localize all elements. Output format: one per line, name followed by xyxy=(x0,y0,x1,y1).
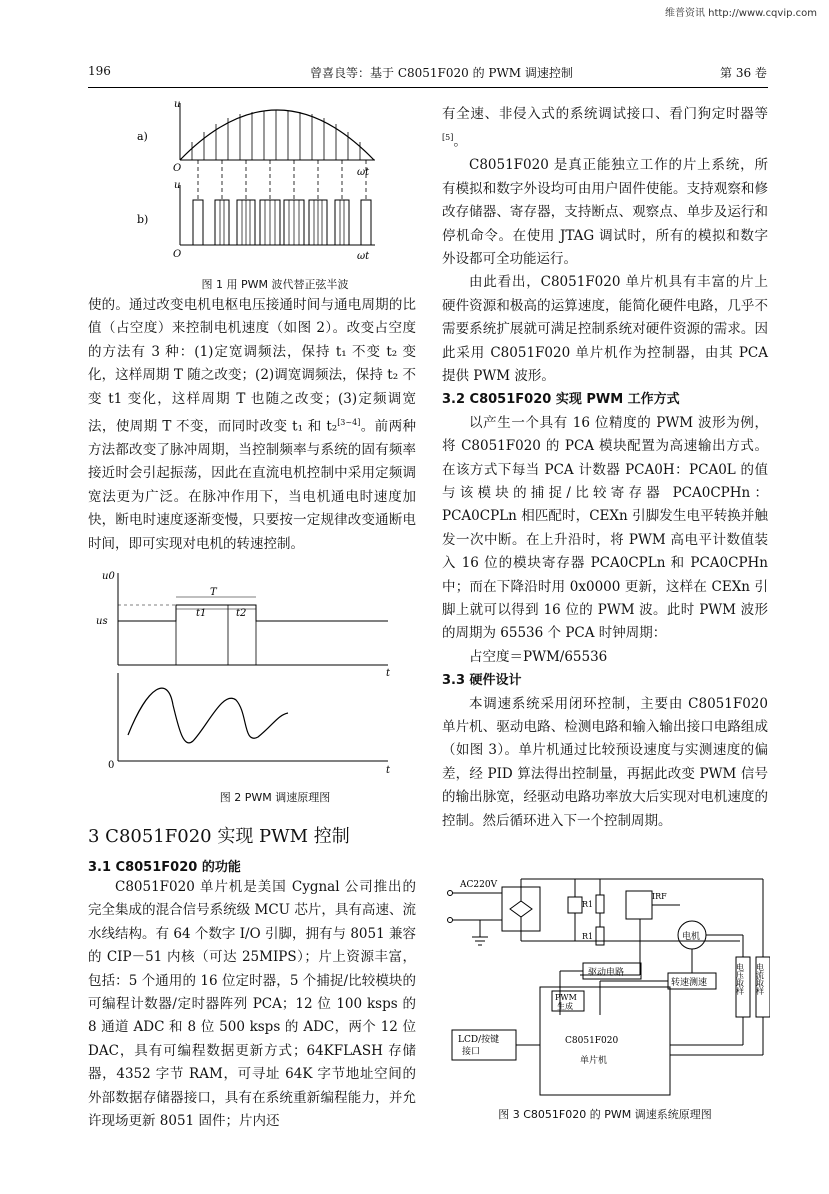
fig3-driver: 驱动电路 xyxy=(588,968,625,978)
site-watermark: 维普资讯 http://www.cqvip.com xyxy=(664,8,817,19)
fig3-lcd2: 接口 xyxy=(462,1047,481,1057)
right-p2-text: 由此看出，C8051F020 单片机具有丰富的片上硬件资源和极高的运算速度，能简化硬件电路，几乎不需要系统扩展就可满足控制系统对硬件资源的需求。因此采用 C8051F020 单片机作为控制器，由其 PCA 提供 PWM 波形。 xyxy=(442,274,768,384)
fig2-zero: 0 xyxy=(108,760,115,771)
fig3-volt: 电压取样 xyxy=(735,963,745,995)
fig3-lcd1: LCD/按键 xyxy=(458,1035,500,1045)
citation-3-4: [3~4] xyxy=(337,418,361,428)
right-p3-text: 以产生一个具有 16 位精度的 PWM 波形为例，将 C8051F020 的 PCA 模块配置为高速输出方式。在该方式下每当 PCA 计数器 PCA0H：PCA0L 的值与该模块的捕捉/比较寄存器 PCA0CPHn：PCA0CPLn 相匹配时，CEXn 引脚发生电平转换并触发一次中断。在上升沿时，将 PWM 高电平计数值装入 16 位的模块寄存器 PCA0CPLn 和 PCA0CPHn 中；而在下降沿时用 0x0000 更新，这样在 CEXn 引脚上就可以得到 16 位的 PWM 波。此时 PWM 波形的周期为 65536 个 PCA 时钟周期： xyxy=(442,414,768,642)
fig3-pwm1: PWM xyxy=(555,993,577,1002)
left-paragraph-1 xyxy=(88,294,416,556)
citation-5: [5] xyxy=(442,133,454,143)
section-3-2-heading: 3.2 C8051F020 实现 PWM 工作方式 xyxy=(442,392,680,408)
figure2-svg xyxy=(88,565,408,785)
fig2-t-upper: t xyxy=(386,668,391,679)
fig2-u0: u0 xyxy=(102,571,115,582)
fig3-ac: AC220V xyxy=(460,880,498,890)
fig1-u-a: u xyxy=(174,99,181,110)
fig2-t-lower: t xyxy=(386,765,391,776)
right-p1-text: C8051F020 是真正能独立工作的片上系统，所有模拟和数字外设均可由用户固件使能。支持观察和修改存储器、寄存器，支持断点、观察点、单步及运行和停机命令。在使用 JTAG 调试时，所有的模拟和数字外设都可全功能运行。 xyxy=(442,157,768,267)
left-p1-text: 使的。通过改变电机电枢电压接通时间与通电周期的比值（占空度）来控制电机速度（如图 2）。改变占空度的方法有 3 种：(1)定宽调频法，保持 t₁ 不变 t₂ 变化，这样周期 T 随之改变；(2)调宽调频法，保持 t₂ 不变 t1 变化，这样周期 T 也随之改变；(3)定频调宽法，使周期 T 不变，而同时改变 t₁ 和 t₂ xyxy=(88,297,416,435)
fig3-motor: 电机 xyxy=(682,932,701,942)
fig2-t2: t2 xyxy=(236,608,247,619)
fig2-us: us xyxy=(96,616,108,627)
fig3-speed: 转速测速 xyxy=(671,978,708,988)
header-rule xyxy=(88,87,768,88)
fig1-label-b: b) xyxy=(137,213,149,226)
fig1-wt-b: ωt xyxy=(357,251,370,262)
right-column xyxy=(442,103,768,833)
fig3-mcu1: C8051F020 xyxy=(565,1036,619,1046)
figure1-caption: 图 1 用 PWM 波代替正弦半波 xyxy=(201,278,349,291)
right-p0-end: 。 xyxy=(453,133,467,150)
figure3-caption: 图 3 C8051F020 的 PWM 调速系统原理图 xyxy=(498,1108,712,1121)
fig3-r1b: R1 xyxy=(582,932,594,941)
left-p2-text: C8051F020 单片机是美国 Cygnal 公司推出的完全集成的混合信号系统级 MCU 芯片，具有高速、流水线结构。有 64 个数字 I/O 引脚，拥有与 8051 兼容的 CIP－51 内核（可达 25MIPS）；片上资源丰富，包括：5 个通用的 16 位定时器，5 个捕捉/比较模块的可编程计数器/定时器阵列 PCA；12 位 100 ksps 的 8 通道 ADC 和 8 位 500 ksps 的 ADC，两个 12 位 DAC，具有可编程数据更新方式；64KFLASH 存储器，4352 字节 RAM，可寻址 64K 字节地址空间的外部数据存储器接口，具有在系统重新编程能力，并允许现场更新 8051 固件；片内还 xyxy=(88,879,416,1130)
right-p0-text: 有全速、非侵入式的系统调试接口、看门狗定时器等 xyxy=(442,106,768,122)
figure3-svg xyxy=(440,875,770,1100)
volume-label: 第 36 卷 xyxy=(720,66,767,80)
fig3-r1a: R1 xyxy=(582,900,594,909)
running-title: 曾喜良等：基于 C8051F020 的 PWM 调速控制 xyxy=(310,66,573,80)
fig1-origin-b: O xyxy=(173,249,182,260)
fig1-wt-a: ωt xyxy=(357,167,370,178)
figure1-svg xyxy=(125,95,425,270)
fig1-origin-a: O xyxy=(173,163,182,174)
left-p1-rest: 。前两种方法都改变了脉冲周期，当控制频率与系统的固有频率接近时会引起振荡，因此在直流电机控制中采用定频调宽法更为广泛。在脉冲作用下，当电机通电时速度加快，断电时速度逐渐变慢，只要按一定规律改变通断电时间，即可实现对电机的转速控制。 xyxy=(88,418,417,552)
section-3-3-heading: 3.3 硬件设计 xyxy=(442,673,522,689)
section-3-1-heading: 3.1 C8051F020 的功能 xyxy=(88,860,241,875)
fig2-t1: t1 xyxy=(196,608,207,619)
fig3-pwm2: 生成 xyxy=(557,1002,573,1011)
fig1-u-b: u xyxy=(174,180,181,191)
fig3-mcu2: 单片机 xyxy=(580,1056,608,1066)
page-number: 196 xyxy=(88,64,111,78)
sine-verticals xyxy=(192,110,360,160)
section-3-heading: 3 C8051F020 实现 PWM 控制 xyxy=(88,826,350,847)
fig2-T: T xyxy=(210,587,217,598)
formula: 占空度＝PWM/65536 xyxy=(469,648,608,665)
left-paragraph-2 xyxy=(88,876,416,1133)
figure2-caption: 图 2 PWM 调速原理图 xyxy=(219,791,331,804)
fig3-irf: IRF xyxy=(652,892,667,901)
fig1-label-a: a) xyxy=(137,130,148,143)
fig3-curr: 电流取样 xyxy=(755,963,765,995)
right-p4-text: 本调速系统采用闭环控制，主要由 C8051F020 单片机、驱动电路、检测电路和输入输出接口电路组成（如图 3）。单片机通过比较预设速度与实测速度的偏差，经 PID 算法得出控制量，再据此改变 PWM 信号的输出脉宽，经驱动电路功率放大后实现对电机速度的控制。然后循环进入下一个控制周期。 xyxy=(442,695,768,829)
